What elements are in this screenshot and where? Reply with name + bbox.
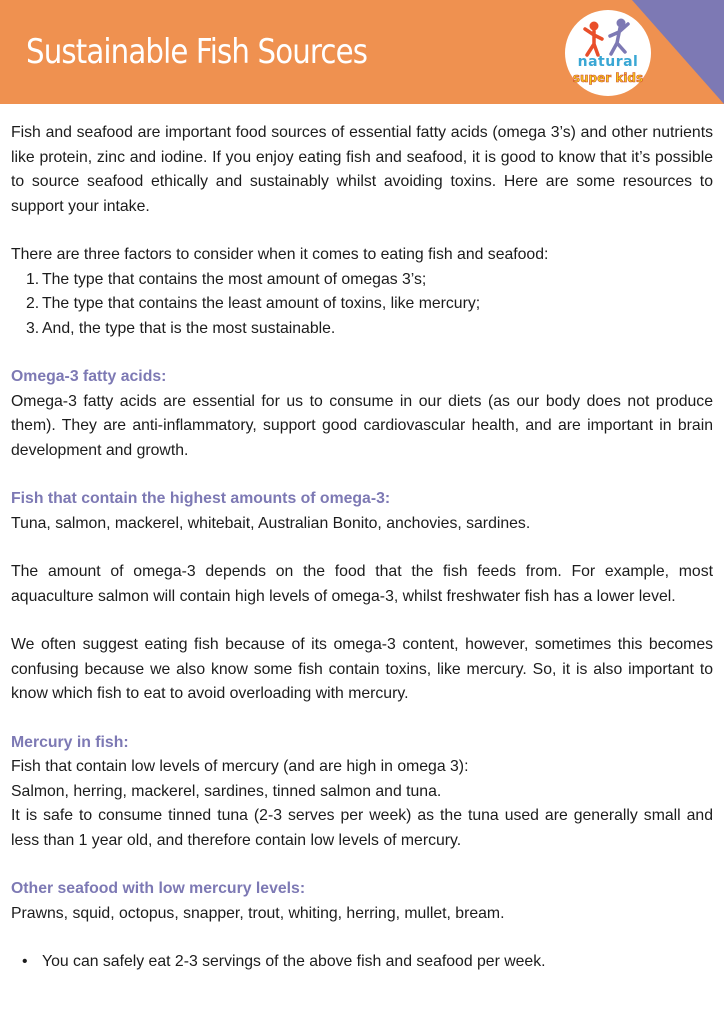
list-item: 2. The type that contains the least amount of toxins, like mercury; xyxy=(26,295,481,312)
bullet-icon: • xyxy=(22,953,28,970)
factors-list xyxy=(11,268,713,342)
header-banner xyxy=(0,0,724,104)
low-mercury-seafood-heading: Other seafood with low mercury levels: xyxy=(11,880,306,897)
highest-omega3-list: Tuna, salmon, mackerel, whitebait, Australian Bonito, anchovies, sardines. xyxy=(11,514,531,532)
highest-omega3-heading: Fish that contain the highest amounts of omega-3: xyxy=(11,490,391,507)
logo-word-natural: natural xyxy=(577,54,639,70)
list-item: 1. The type that contains the most amount of omegas 3’s; xyxy=(26,270,427,288)
list-item: 3. And, the type that is the most sustainable. xyxy=(26,319,336,337)
article-body xyxy=(11,121,713,975)
servings-text: You can safely eat 2-3 servings of the above fish and seafood per week. xyxy=(42,953,546,970)
omega3-food-paragraph: The amount of omega-3 depends on the food that the fish feeds from. For example, most aquaculture salmon will contain high levels of omega-3, whilst freshwater fish has a lower level. xyxy=(11,563,713,605)
servings-bullet xyxy=(11,950,713,975)
mercury-line-3: It is safe to consume tinned tuna (2-3 serves per week) as the tuna used are generally small and less than 1 year old, and therefore contain low levels of mercury. xyxy=(11,807,713,849)
omega3-paragraph: Omega-3 fatty acids are essential for us to consume in our diets (as our body does not produce them). They are anti-inflammatory, support good cardiovascular health, and are important in brain development and growth. xyxy=(11,392,713,459)
page-title: Sustainable Fish Sources xyxy=(26,32,368,72)
mercury-line-1: Fish that contain low levels of mercury (and are high in omega 3): xyxy=(11,758,469,775)
mercury-heading: Mercury in fish: xyxy=(11,733,129,751)
logo-word-super-kids: super kids xyxy=(572,71,644,85)
natural-super-kids-logo xyxy=(565,10,651,96)
omega3-heading: Omega-3 fatty acids: xyxy=(11,368,167,385)
low-mercury-seafood-list: Prawns, squid, octopus, snapper, trout, whiting, herring, mullet, bream. xyxy=(11,904,505,922)
factors-lead: There are three factors to consider when it comes to eating fish and seafood: xyxy=(11,246,549,263)
mercury-concern-paragraph: We often suggest eating fish because of its omega-3 content, however, sometimes this becomes confusing because we also know some fish contain toxins, like mercury. So, it is also important to know which fish to eat to avoid overloading with mercury. xyxy=(11,636,713,702)
intro-paragraph: Fish and seafood are important food sources of essential fatty acids (omega 3’s) and other nutrients like protein, zinc and iodine. If you enjoy eating fish and seafood, it is good to know that it’s possible to source seafood ethically and sustainably whilst avoiding toxins. Here are some resources to support your intake. xyxy=(11,124,713,215)
mercury-line-2: Salmon, herring, mackerel, sardines, tinned salmon and tuna. xyxy=(11,782,442,800)
